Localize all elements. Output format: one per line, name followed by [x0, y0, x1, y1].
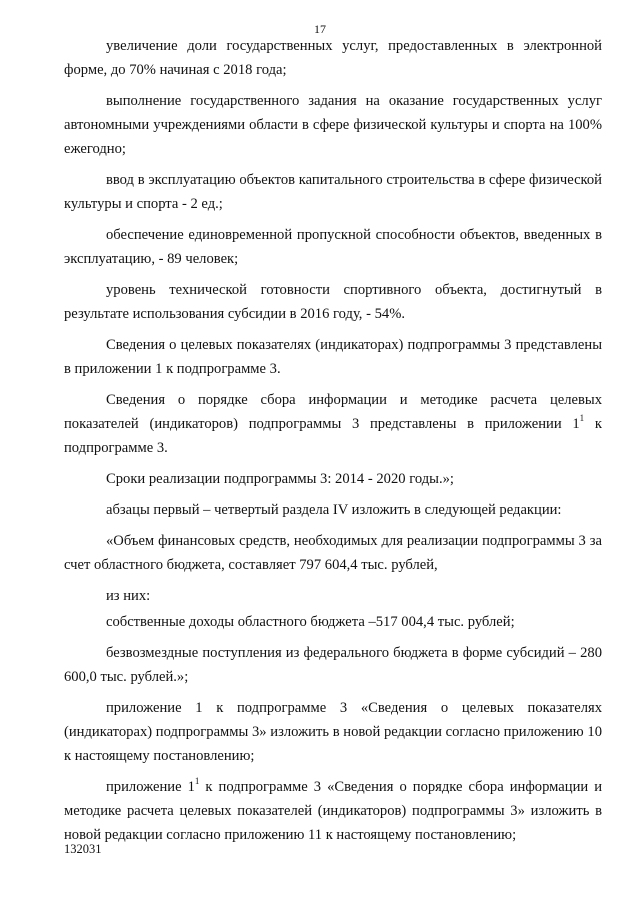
document-body	[64, 34, 602, 854]
paragraph: уровень технической готовности спортивного объекта, достигнутый в результате использования субсидии в 2016 году, - 54%.	[64, 282, 602, 322]
page-number: 17	[314, 22, 326, 36]
paragraph: из них:	[106, 588, 151, 604]
paragraph-with-superscript	[64, 388, 602, 460]
paragraph: приложение 1 к подпрограмме 3 «Сведения о целевых показателях (индикаторах) подпрограммы 3» изложить в новой редакции согласно приложению 10 к настоящему постановлению;	[64, 700, 602, 764]
paragraph-text: к подпрограмме 3.	[64, 416, 602, 456]
paragraph: собственные доходы областного бюджета –517 004,4 тыс. рублей;	[106, 614, 515, 630]
paragraph: Сведения о целевых показателях (индикаторах) подпрограммы 3 представлены в приложении 1 к подпрограмме 3.	[64, 337, 602, 377]
paragraph: безвозмездные поступления из федерального бюджета в форме субсидий – 280 600,0 тыс. рублей.»;	[64, 645, 602, 685]
paragraph: выполнение государственного задания на оказание государственных услуг автономными учреждениями области в сфере физической культуры и спорта на 100% ежегодно;	[64, 93, 602, 157]
paragraph-text: приложение 1	[106, 779, 195, 795]
paragraph: Сроки реализации подпрограммы 3: 2014 - 2020 годы.»;	[106, 471, 454, 487]
paragraph-with-superscript	[64, 775, 602, 847]
document-code: 132031	[64, 842, 102, 856]
paragraph-text: к подпрограмме 3 «Сведения о порядке сбора информации и методике расчета целевых показателей (индикаторов) подпрограммы 3» изложить в новой редакции согласно приложению 11 к настоящему постановлению;	[64, 779, 603, 843]
paragraph: абзацы первый – четвертый раздела IV изложить в следующей редакции:	[106, 502, 562, 518]
paragraph: ввод в эксплуатацию объектов капитального строительства в сфере физической культуры и спорта - 2 ед.;	[64, 172, 602, 212]
paragraph: увеличение доли государственных услуг, предоставленных в электронной форме, до 70% начиная с 2018 года;	[64, 38, 602, 78]
paragraph-text: Сведения о порядке сбора информации и методике расчета целевых показателей (индикаторов) подпрограммы 3 представлены в приложении 1	[64, 392, 602, 432]
superscript: 1	[194, 776, 200, 787]
paragraph: «Объем финансовых средств, необходимых для реализации подпрограммы 3 за счет областного бюджета, составляет 797 604,4 тыс. рублей,	[64, 533, 602, 573]
paragraph: обеспечение единовременной пропускной способности объектов, введенных в эксплуатацию, - 89 человек;	[64, 227, 602, 267]
superscript: 1	[579, 413, 585, 424]
